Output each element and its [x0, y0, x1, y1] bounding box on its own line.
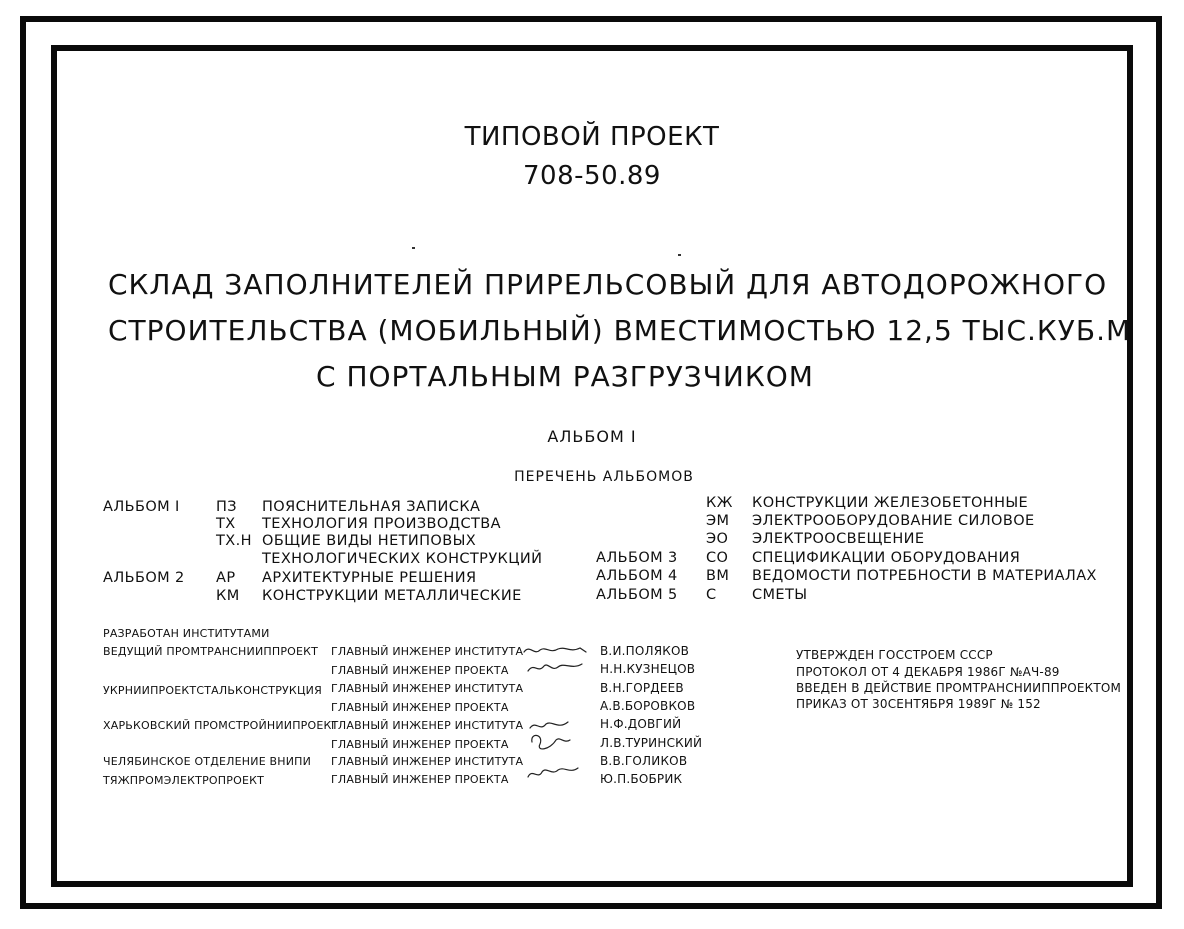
developer-org: ХАРЬКОВСКИЙ ПРОМСТРОЙНИИПРОЕКТ	[103, 719, 339, 732]
album-description: СПЕЦИФИКАЦИИ ОБОРУДОВАНИЯ	[752, 550, 1021, 566]
title-line-3: С ПОРТАЛЬНЫМ РАЗГРУЗЧИКОМ	[316, 360, 814, 393]
signature-bobrik	[528, 768, 578, 777]
developer-position: ГЛАВНЫЙ ИНЖЕНЕР ИНСТИТУТА	[331, 755, 524, 768]
album-description: ТЕХНОЛОГИЯ ПРОИЗВОДСТВА	[262, 516, 501, 532]
project-number: 708-50.89	[523, 161, 661, 191]
signature-dovgiy	[530, 722, 568, 728]
album-code: ТХ.Н	[216, 533, 252, 549]
album-code: ТХ	[216, 516, 236, 532]
album-description: ТЕХНОЛОГИЧЕСКИХ КОНСТРУКЦИЙ	[262, 551, 543, 567]
speck-mark	[678, 254, 681, 256]
developers-title: РАЗРАБОТАН ИНСТИТУТАМИ	[103, 627, 270, 640]
album-number: АЛЬБОМ I	[103, 499, 180, 515]
album-number: АЛЬБОМ 3	[596, 550, 678, 566]
album-description: ОБЩИЕ ВИДЫ НЕТИПОВЫХ	[262, 533, 477, 549]
album-code: АР	[216, 570, 236, 586]
album-description: КОНСТРУКЦИИ МЕТАЛЛИЧЕСКИЕ	[262, 588, 522, 604]
album-description: АРХИТЕКТУРНЫЕ РЕШЕНИЯ	[262, 570, 477, 586]
album-description: ЭЛЕКТРООСВЕЩЕНИЕ	[752, 531, 925, 547]
album-code: КЖ	[706, 495, 733, 511]
developer-position: ГЛАВНЫЙ ИНЖЕНЕР ПРОЕКТА	[331, 664, 509, 677]
approval-line-2: ПРОТОКОЛ ОТ 4 ДЕКАБРЯ 1986Г №АЧ-89	[796, 665, 1060, 679]
developer-position: ГЛАВНЫЙ ИНЖЕНЕР ПРОЕКТА	[331, 701, 509, 714]
album-code: ВМ	[706, 568, 730, 584]
album-description: ВЕДОМОСТИ ПОТРЕБНОСТИ В МАТЕРИАЛАХ	[752, 568, 1097, 584]
signatures	[520, 640, 592, 790]
signature-turinsky	[532, 735, 570, 749]
album-code: КМ	[216, 588, 240, 604]
albums-list-title: ПЕРЕЧЕНЬ АЛЬБОМОВ	[514, 469, 694, 485]
developer-name: В.И.ПОЛЯКОВ	[600, 644, 690, 658]
album-code: СО	[706, 550, 729, 566]
developer-org: ЧЕЛЯБИНСКОЕ ОТДЕЛЕНИЕ ВНИПИ	[103, 755, 312, 768]
signature-polyakov	[524, 648, 586, 652]
title-line-2: СТРОИТЕЛЬСТВА (МОБИЛЬНЫЙ) ВМЕСТИМОСТЬЮ 12,5 ТЫС.КУБ.М	[108, 314, 1132, 347]
project-type-heading: ТИПОВОЙ ПРОЕКТ	[464, 122, 720, 152]
approval-line-4: ПРИКАЗ ОТ 30СЕНТЯБРЯ 1989Г № 152	[796, 697, 1041, 711]
album-number: АЛЬБОМ 4	[596, 568, 678, 584]
speck-mark	[412, 247, 415, 249]
developer-position: ГЛАВНЫЙ ИНЖЕНЕР ПРОЕКТА	[331, 738, 509, 751]
developer-position: ГЛАВНЫЙ ИНЖЕНЕР ИНСТИТУТА	[331, 645, 524, 658]
developer-position: ГЛАВНЫЙ ИНЖЕНЕР ИНСТИТУТА	[331, 719, 524, 732]
album-code: ПЗ	[216, 499, 237, 515]
developer-org: ВЕДУЩИЙ ПРОМТРАНСНИИППРОЕКТ	[103, 645, 319, 658]
album-description: ЭЛЕКТРООБОРУДОВАНИЕ СИЛОВОЕ	[752, 513, 1035, 529]
developer-org: УКРНИИПРОЕКТСТАЛЬКОНСТРУКЦИЯ	[103, 684, 322, 697]
album-description: СМЕТЫ	[752, 587, 808, 603]
developer-position: ГЛАВНЫЙ ИНЖЕНЕР ИНСТИТУТА	[331, 682, 524, 695]
approval-line-1: УТВЕРЖДЕН ГОССТРОЕМ СССР	[796, 648, 993, 662]
album-description: ПОЯСНИТЕЛЬНАЯ ЗАПИСКА	[262, 499, 481, 515]
album-code: ЭМ	[706, 513, 730, 529]
developer-name: Л.В.ТУРИНСКИЙ	[600, 736, 703, 750]
developer-position: ГЛАВНЫЙ ИНЖЕНЕР ПРОЕКТА	[331, 773, 509, 786]
developer-name: А.В.БОРОВКОВ	[600, 699, 696, 713]
album-code: ЭО	[706, 531, 729, 547]
developer-org: ТЯЖПРОМЭЛЕКТРОПРОЕКТ	[103, 774, 265, 787]
approval-line-3: ВВЕДЕН В ДЕЙСТВИЕ ПРОМТРАНСНИИППРОЕКТОМ	[796, 681, 1122, 695]
developer-name: В.В.ГОЛИКОВ	[600, 754, 688, 768]
album-number: АЛЬБОМ 5	[596, 587, 678, 603]
album-description: КОНСТРУКЦИИ ЖЕЛЕЗОБЕТОННЫЕ	[752, 495, 1029, 511]
album-code: С	[706, 587, 717, 603]
signature-kuznetsov	[528, 664, 582, 671]
developer-name: Ю.П.БОБРИК	[600, 772, 683, 786]
album-number: АЛЬБОМ 2	[103, 570, 185, 586]
title-line-1: СКЛАД ЗАПОЛНИТЕЛЕЙ ПРИРЕЛЬСОВЫЙ ДЛЯ АВТОДОРОЖНОГО	[108, 268, 1108, 301]
developer-name: Н.Ф.ДОВГИЙ	[600, 717, 682, 731]
album-label: АЛЬБОМ I	[547, 427, 637, 446]
developer-name: Н.Н.КУЗНЕЦОВ	[600, 662, 696, 676]
developer-name: В.Н.ГОРДЕЕВ	[600, 681, 684, 695]
